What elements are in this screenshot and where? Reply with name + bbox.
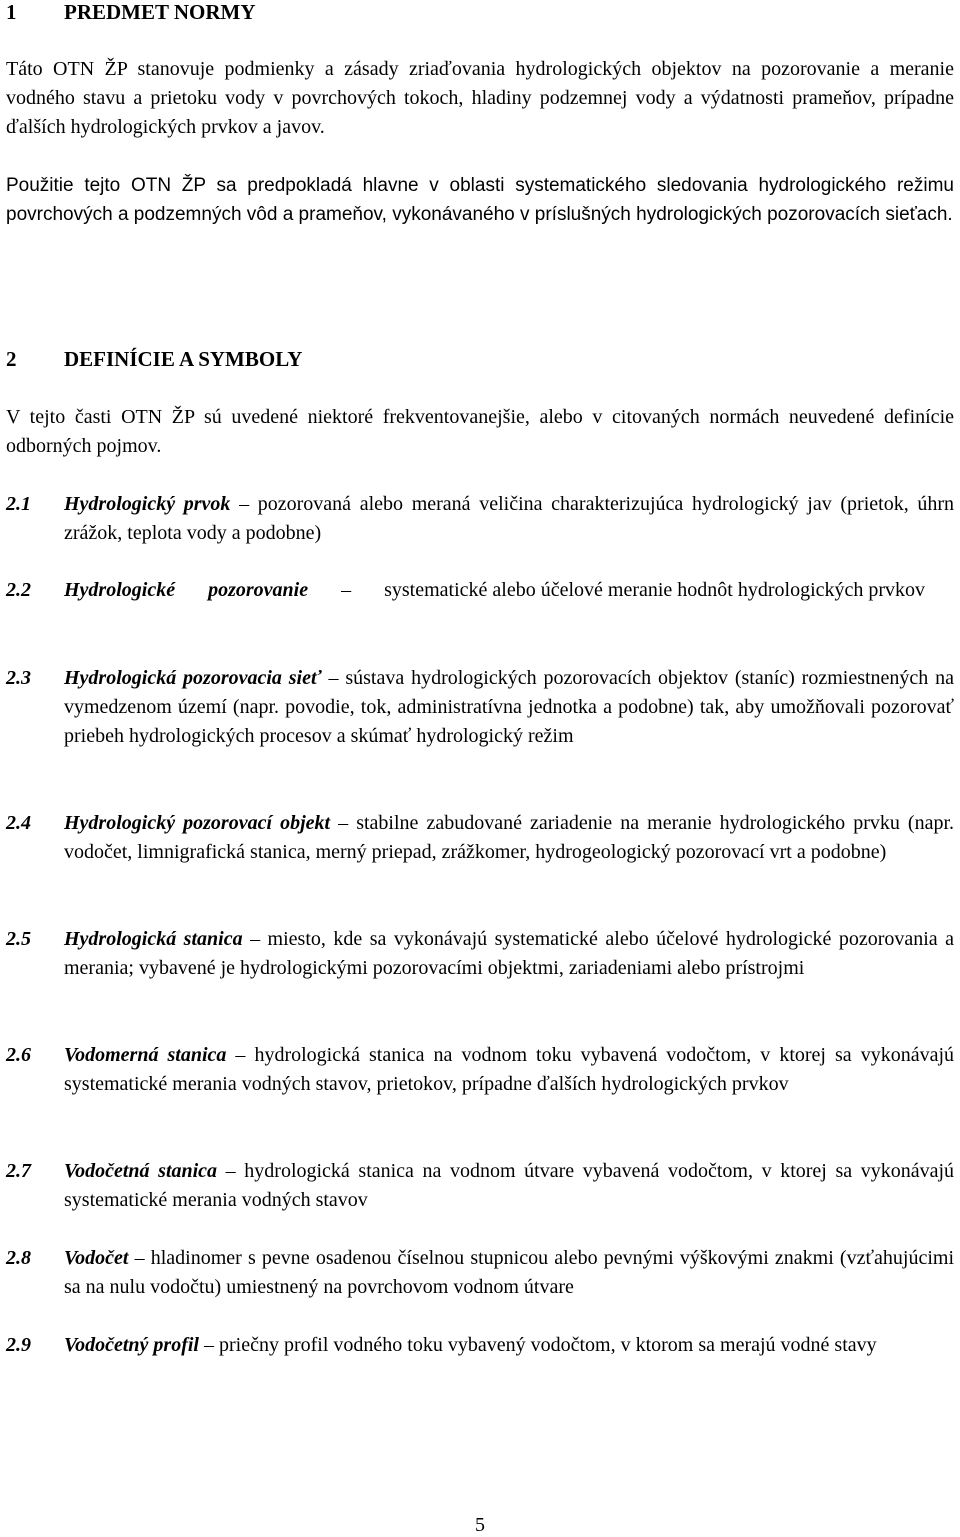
definition-2-2	[6, 576, 954, 605]
definition-2-9	[6, 1331, 954, 1360]
definition-text: hladinomer s pevne osadenou číselnou stupnicou alebo pevnými výškovými znakmi (vzťahujúcimi sa na nulu vodočtu) umiestnený na povrchovom vodnom útvare	[64, 1247, 954, 1298]
definition-number: 2.8	[6, 1247, 31, 1269]
definition-text: systematické alebo účelové meranie hodnôt hydrologických prvkov	[384, 579, 926, 601]
definition-term: Hydrologické pozorovanie	[64, 579, 309, 601]
definition-2-7	[6, 1157, 954, 1215]
section-2-heading	[6, 347, 302, 371]
definition-dash: –	[134, 1247, 145, 1269]
definition-2-5	[6, 925, 954, 983]
definition-number: 2.6	[6, 1044, 31, 1066]
definition-term: Vodočetný profil	[64, 1334, 199, 1356]
definition-term: Hydrologická stanica	[64, 928, 243, 950]
definition-term: Vodomerná stanica	[64, 1044, 227, 1066]
definition-dash: –	[341, 579, 352, 601]
definition-text: hydrologická stanica na vodnom útvare vybavená vodočtom, v ktorej sa vykonávajú systematické merania vodných stavov	[64, 1160, 955, 1211]
definition-term: Vodočet	[64, 1247, 129, 1269]
section-1-number: 1	[6, 0, 17, 24]
definition-2-3	[6, 664, 954, 751]
section-1-title: PREDMET NORMY	[64, 0, 256, 24]
section-1-paragraph-1: Táto OTN ŽP stanovuje podmienky a zásady zriaďovania hydrologických objektov na pozorovanie a meranie vodného stavu a prietoku vody v povrchových tokoch, hladiny podzemnej vody a výdatnosti prameňov, prípadne ďalších hydrologických prvkov a javov.	[6, 58, 954, 138]
definition-text: priečny profil vodného toku vybavený vodočtom, v ktorom sa merajú vodné stavy	[219, 1334, 877, 1356]
definition-text: miesto, kde sa vykonávajú systematické alebo účelové hydrologické pozorovania a merania; vybavené je hydrologickými pozorovacími objektmi, zariadeniami alebo prístrojmi	[64, 928, 955, 979]
definition-term: Hydrologická pozorovacia sieť	[64, 667, 322, 689]
definition-text: hydrologická stanica na vodnom toku vybavená vodočtom, v ktorej sa vykonávajú systematické merania vodných stavov, prietokov, prípadne ďalších hydrologických prvkov	[64, 1044, 955, 1095]
definition-dash: –	[328, 667, 339, 689]
definition-dash: –	[225, 1160, 236, 1182]
definition-number: 2.3	[6, 667, 31, 689]
definition-dash: –	[204, 1334, 214, 1356]
definition-text: pozorovaná alebo meraná veličina charakterizujúca hydrologický jav (prietok, úhrn zrážok, teplota vody a podobne)	[64, 493, 955, 544]
definition-2-8	[6, 1244, 954, 1302]
definition-dash: –	[250, 928, 261, 950]
definition-number: 2.1	[6, 493, 31, 515]
definition-number: 2.5	[6, 928, 31, 950]
definition-number: 2.9	[6, 1334, 31, 1356]
section-2-number: 2	[6, 347, 17, 371]
definition-number: 2.4	[6, 812, 31, 834]
page-number: 5	[475, 1514, 485, 1536]
definition-dash: –	[338, 812, 349, 834]
section-2-intro: V tejto časti OTN ŽP sú uvedené niektoré frekventovanejšie, alebo v citovaných normách neuvedené definície odborných pojmov.	[6, 406, 954, 457]
definition-text: stabilne zabudované zariadenie na meranie hydrologického prvku (napr. vodočet, limnigrafická stanica, merný priepad, zrážkomer, hydrogeologický pozorovací vrt a podobne)	[64, 812, 955, 863]
definition-number: 2.7	[6, 1160, 31, 1182]
definition-2-4	[6, 809, 954, 867]
definition-dash: –	[235, 1044, 246, 1066]
definition-2-6	[6, 1041, 954, 1099]
definition-dash: –	[239, 493, 250, 515]
definition-term: Hydrologický pozorovací objekt	[64, 812, 331, 834]
definition-text: sústava hydrologických pozorovacích objektov (staníc) rozmiestnených na vymedzenom území (napr. povodie, tok, administratívna jednotka a podobne) tak, aby umožňovali pozorovať priebeh hydrologických procesov a skúmať hydrologický režim	[64, 667, 955, 747]
definition-term: Vodočetná stanica	[64, 1160, 218, 1182]
section-1-heading	[6, 0, 256, 24]
definition-2-1	[6, 490, 954, 548]
section-2-title: DEFINÍCIE A SYMBOLY	[64, 347, 303, 371]
definition-number: 2.2	[6, 579, 31, 601]
definition-term: Hydrologický prvok	[64, 493, 231, 515]
section-1-paragraph-2: Použitie tejto OTN ŽP sa predpokladá hlavne v oblasti systematického sledovania hydrologického režimu povrchových a podzemných vôd a prameňov, vykonávaného v príslušných hydrologických pozorovacích sieťach.	[6, 175, 954, 225]
